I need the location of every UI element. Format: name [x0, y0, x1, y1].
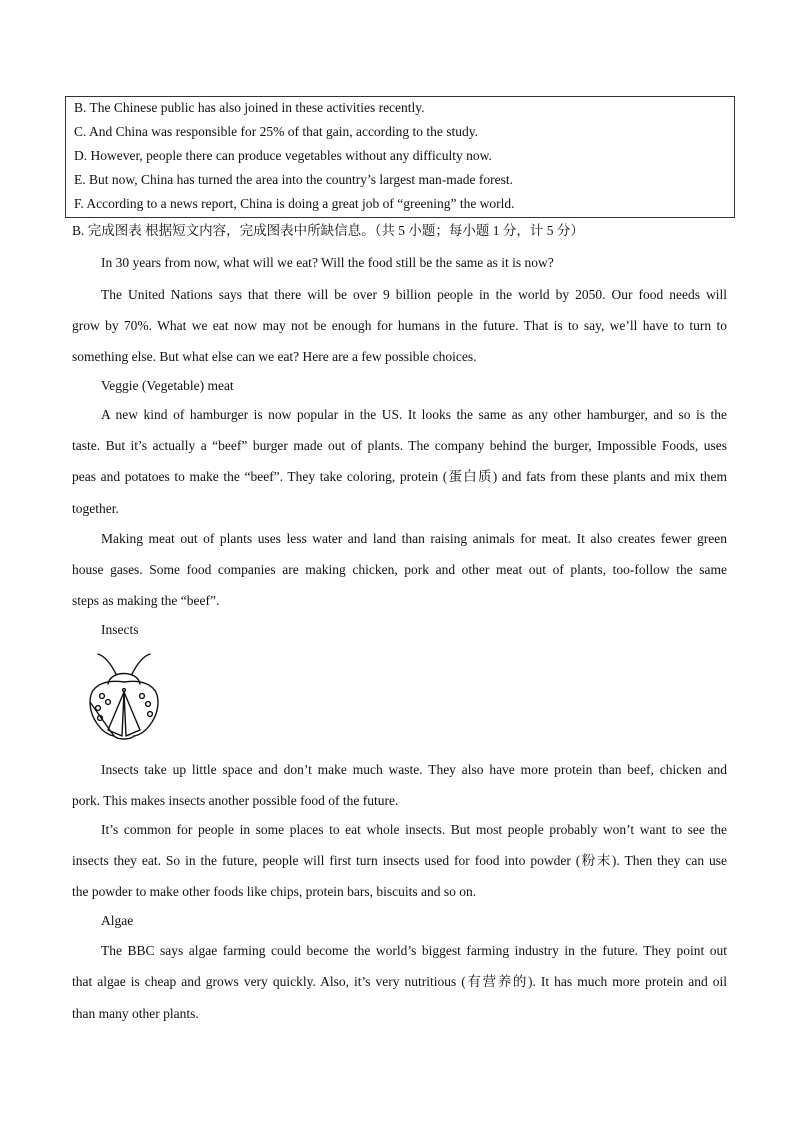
intro-line-1: In 30 years from now, what will we eat? Will the food still be the same as it is now? [101, 255, 554, 270]
option-b: B. The Chinese public has also joined in these activities recently. [74, 100, 425, 115]
option-e: E. But now, China has turned the area into the country’s largest man-made forest. [74, 172, 514, 187]
algae-line-2: that algae is cheap and grows very quickly. Also, it’s very nutritious (有营养的). It has much more protein and oil [72, 974, 727, 989]
options-box [65, 96, 735, 218]
algae-line-3: than many other plants. [72, 1006, 199, 1021]
ladybug-icon [80, 648, 168, 740]
intro-line-2: The United Nations says that there will be over 9 billion people in the world by 2050. Our food needs will [101, 287, 727, 302]
option-d: D. However, people there can produce vegetables without any difficulty now. [74, 148, 492, 163]
algae-line-1: The BBC says algae farming could become the world’s biggest farming industry in the future. They point out [101, 943, 727, 958]
algae-heading: Algae [101, 913, 134, 928]
insects-line-4: insects they eat. So in the future, people will first turn insects used for food into powder (粉末). Then they can use [72, 853, 727, 868]
intro-line-4: something else. But what else can we eat? Here are a few possible choices. [72, 349, 477, 364]
insects-line-3: It’s common for people in some places to eat whole insects. But most people probably won’t want to see the [101, 822, 727, 837]
veggie-line-5: Making meat out of plants uses less water and land than raising animals for meat. It also creates fewer green [101, 531, 727, 546]
veggie-line-1: A new kind of hamburger is now popular in the US. It looks the same as any other hamburger, and so is the [101, 407, 727, 422]
insects-line-1: Insects take up little space and don’t make much waste. They also have more protein than beef, chicken and [101, 762, 727, 777]
option-f: F. According to a news report, China is doing a great job of “greening” the world. [74, 196, 515, 211]
section-title: B. 完成图表 根据短文内容，完成图表中所缺信息。（共 5 小题；每小题 1 分，计 5 分） [72, 223, 584, 238]
insects-heading: Insects [101, 622, 139, 637]
veggie-line-2: taste. But it’s actually a “beef” burger made out of plants. The company behind the burger, Impossible Foods, uses [72, 438, 727, 453]
veggie-line-4: together. [72, 501, 119, 516]
intro-line-3: grow by 70%. What we eat now may not be enough for humans in the future. That is to say, we’ll have to turn to [72, 318, 727, 333]
option-c: C. And China was responsible for 25% of that gain, according to the study. [74, 124, 479, 139]
veggie-line-3: peas and potatoes to make the “beef”. They take coloring, protein (蛋白质) and fats from these plants and mix them [72, 469, 727, 484]
veggie-line-7: steps as making the “beef”. [72, 593, 220, 608]
veggie-heading: Veggie (Vegetable) meat [101, 378, 234, 393]
insects-line-5: the powder to make other foods like chips, protein bars, biscuits and so on. [72, 884, 477, 899]
insects-line-2: pork. This makes insects another possible food of the future. [72, 793, 399, 808]
veggie-line-6: house gases. Some food companies are making chicken, pork and other meat out of plants, too-follow the same [72, 562, 727, 577]
